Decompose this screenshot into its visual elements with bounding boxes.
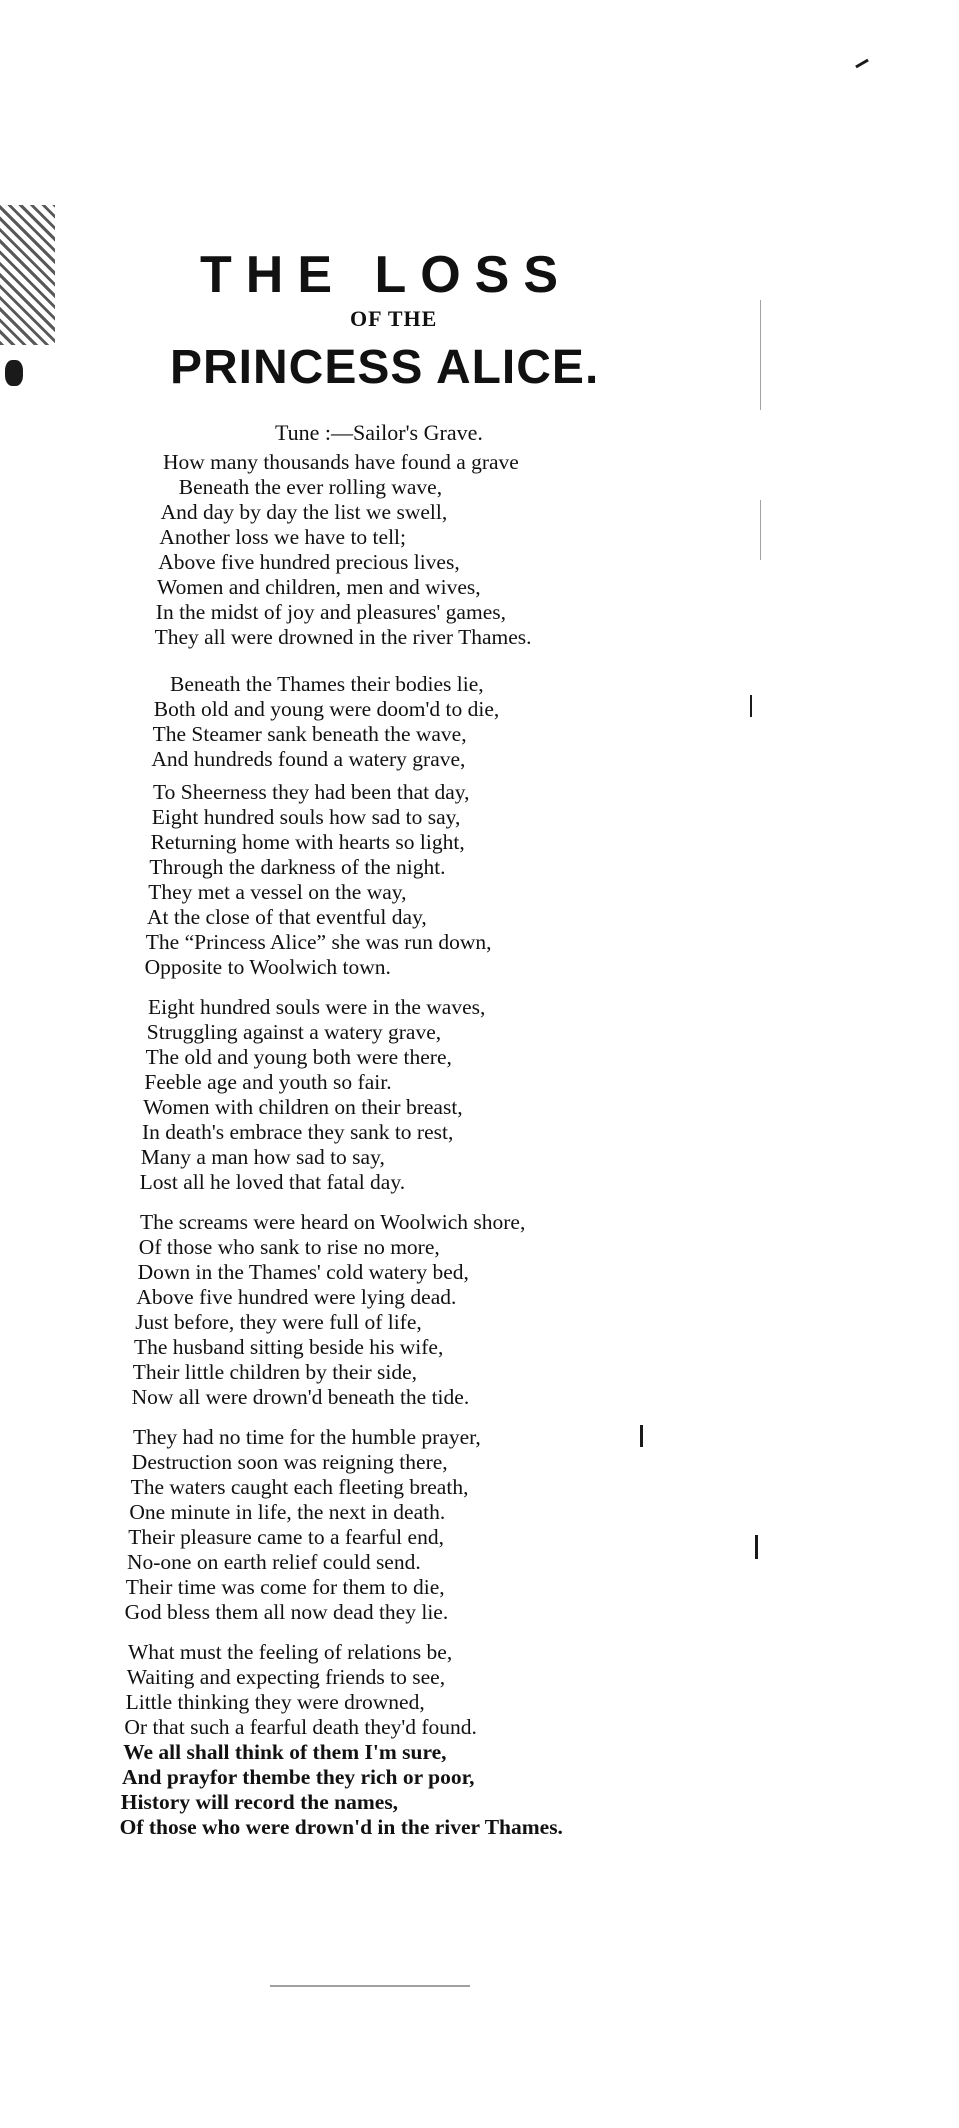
verse-line: They all were drowned in the river Thames. [154,625,532,649]
verse-line: They had no time for the humble prayer, [133,1425,481,1449]
verse-line: Opposite to Woolwich town. [144,955,391,979]
verse-line: The “Princess Alice” she was run down, [145,930,492,954]
verse-line: Down in the Thames' cold watery bed, [137,1260,469,1284]
title-line-3: PRINCESS ALICE. [170,341,600,394]
title-line-2: OF THE [350,306,438,331]
left-edge-blot [5,360,23,386]
tune-line: Tune :—Sailor's Grave. [275,420,483,445]
verse-line: Now all were drown'd beneath the tide. [131,1385,470,1409]
verse-line: Their pleasure came to a fearful end, [128,1525,444,1549]
right-margin-mark [760,500,761,560]
verse-line: Beneath the ever rolling wave, [178,475,443,499]
verse-line: The screams were heard on Woolwich shore, [140,1210,526,1234]
verse-line: God bless them all now dead they lie. [124,1600,449,1624]
verse-line: One minute in life, the next in death. [129,1500,446,1524]
bottom-smudge [270,1985,470,1987]
verse-line: At the close of that eventful day, [147,905,427,929]
verse-line: We all shall think of them I'm sure, [123,1740,447,1764]
verse-line: And hundreds found a watery grave, [151,747,466,771]
verse-line: Struggling against a watery grave, [146,1020,442,1044]
verse-line: To Sheerness they had been that day, [153,780,470,804]
right-margin-mark [755,1535,758,1559]
verse-line: Beneath the Thames their bodies lie, [170,672,484,696]
verse-line: In the midst of joy and pleasures' games, [155,600,506,624]
verse-line: Destruction soon was reigning there, [131,1450,448,1474]
verse-line: Above five hundred precious lives, [158,550,460,574]
title-line-1: THE LOSS [200,246,573,304]
verse-line: Through the darkness of the night. [149,855,446,879]
verse-line: Of those who were drown'd in the river Thames. [119,1815,563,1839]
verse-line: Little thinking they were drowned, [125,1690,425,1714]
verse-line: Above five hundred were lying dead. [136,1285,457,1309]
verse-line: And day by day the list we swell, [160,500,448,524]
right-margin-mark [640,1425,643,1447]
verse-line: What must the feeling of relations be, [128,1640,453,1664]
verse-line: Another loss we have to tell; [159,525,406,549]
verse-line: They met a vessel on the way, [148,880,407,904]
verse-line: Feeble age and youth so fair. [144,1070,392,1094]
verse-line: The Steamer sank beneath the wave, [152,722,467,746]
verse-line: Lost all he loved that fatal day. [139,1170,406,1194]
verse-line: Many a man how sad to say, [140,1145,385,1169]
verse-line: How many thousands have found a grave [163,450,519,474]
verse-line: The husband sitting beside his wife, [134,1335,444,1359]
verse-line: Waiting and expecting friends to see, [126,1665,446,1689]
verse-line: And prayfor thembe they rich or poor, [122,1765,475,1789]
verse-line: Or that such a fearful death they'd found. [124,1715,477,1739]
verse-line: Eight hundred souls were in the waves, [148,995,486,1019]
top-right-mark [855,59,869,69]
verse-line: Returning home with hearts so light, [150,830,465,854]
right-margin-mark [750,695,752,717]
verse-line: Of those who sank to rise no more, [138,1235,440,1259]
left-edge-fragment [0,205,55,345]
verse-line: In death's embrace they sank to rest, [142,1120,454,1144]
verse-line: Just before, they were full of life, [135,1310,422,1334]
verse-line: Their time was come for them to die, [125,1575,445,1599]
verse-line: The old and young both were there, [145,1045,452,1069]
verse-line: The waters caught each fleeting breath, [130,1475,469,1499]
right-margin-mark [760,300,761,410]
verse-line: No-one on earth relief could send. [127,1550,421,1574]
verse-line: History will record the names, [120,1790,399,1814]
verse-line: Their little children by their side, [132,1360,417,1384]
verse-line: Women and children, men and wives, [157,575,481,599]
verse-line: Women with children on their breast, [143,1095,463,1119]
verse-line: Both old and young were doom'd to die, [153,697,500,721]
verse-line: Eight hundred souls how sad to say, [151,805,461,829]
